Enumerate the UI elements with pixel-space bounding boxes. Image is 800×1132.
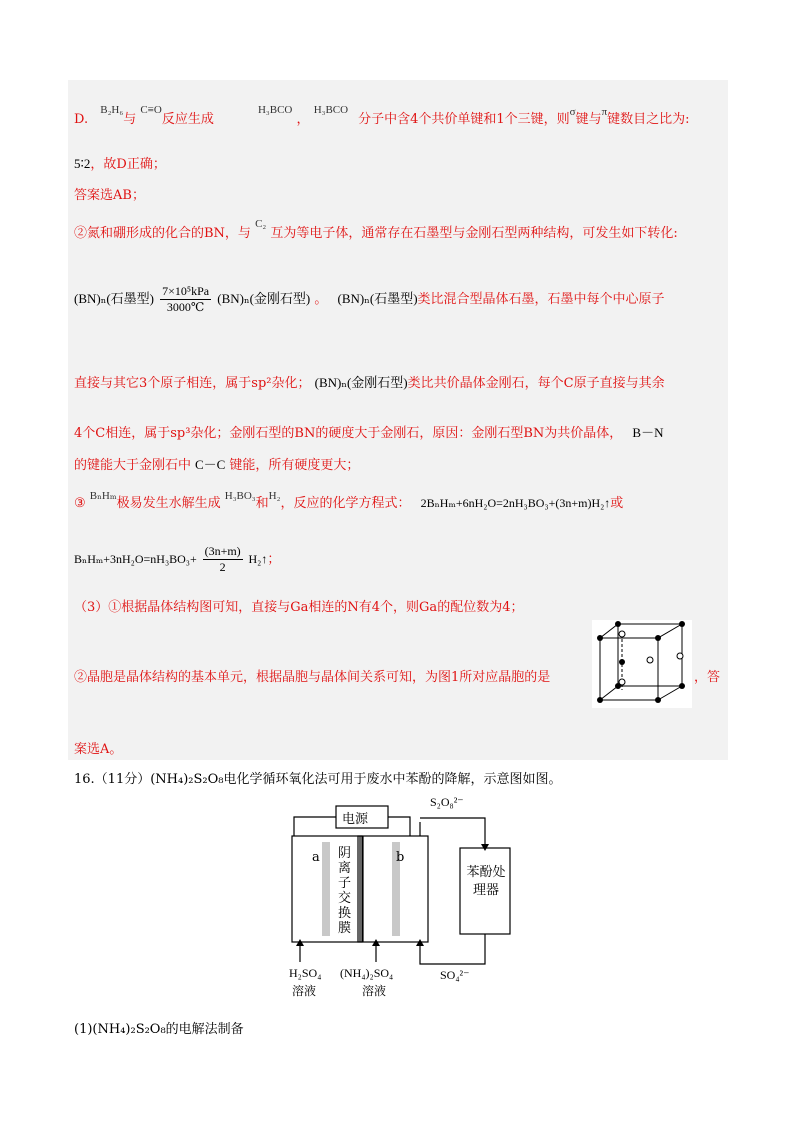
- text-p4-start: 直接与其它3个原子相连，属于sp²杂化；: [74, 376, 311, 391]
- answer-line-10: 案选A。: [74, 742, 123, 757]
- eq2-end: ；: [267, 552, 281, 567]
- text-react: 反应生成: [161, 112, 214, 127]
- text-p6-end: 键能，所有硬度更大；: [229, 458, 360, 473]
- text-p7-1: 极易发生水解生成: [116, 496, 221, 511]
- equation-bn-transform: [74, 284, 665, 315]
- eq1-dot: 。: [314, 292, 328, 307]
- eq1-right: (BN)ₙ(金刚石型): [217, 291, 311, 306]
- formula-c2: C₂: [255, 218, 267, 230]
- text-p9-end: ，答: [694, 670, 721, 685]
- text-and: 和: [255, 496, 269, 511]
- eq1-pressure: 7×10⁵kPa: [162, 284, 210, 298]
- text-p4-end: 类比共价晶体金刚石，每个C原子直接与其余: [407, 376, 665, 391]
- marker-3: ③: [74, 496, 86, 511]
- label-h2so4-solution: 溶液: [292, 984, 317, 998]
- text-comma: ，: [296, 112, 310, 127]
- eq2-fraction: [203, 544, 243, 575]
- eq1-left: (BN)ₙ(石墨型): [74, 291, 154, 306]
- formula-co: C≡O: [140, 104, 162, 116]
- text-or: 或: [610, 496, 624, 511]
- text-ratio-label: 键数目之比为:: [607, 112, 690, 127]
- label-so4: SO₄²⁻: [440, 968, 470, 982]
- eq1-temperature: 3000℃: [166, 300, 205, 314]
- eq1-condition: [160, 284, 211, 315]
- formula-bnhm: BₙHₘ: [89, 490, 117, 502]
- text-p2-end: 互为等电子体，通常存在石墨型与金刚石型两种结构，可发生如下转化:: [270, 226, 678, 241]
- bond-b-n: B－N: [632, 425, 664, 440]
- formula-h3bco: H₃BCO: [257, 104, 293, 116]
- bond-c-c: C－C: [195, 457, 226, 472]
- text-p9: ②晶胞是晶体结构的基本单元，根据晶胞与晶体间关系可知，为图1所对应晶胞的是: [74, 670, 551, 685]
- label-electrode-a: a: [312, 850, 320, 865]
- text-p6-start: 的键能大于金刚石中: [74, 458, 192, 473]
- answer-line-7: [74, 492, 623, 511]
- eq2-denominator: 2: [219, 560, 226, 574]
- electrode-a-bar: [322, 842, 330, 936]
- answer-line-8: （3）①根据晶体结构图可知，直接与Ga相连的N有4个，则Ga的配位数为4；: [74, 600, 524, 615]
- answer-line-4: [74, 372, 665, 391]
- question-16: 16.（11分）(NH₄)₂S₂O₈电化学循环氧化法可用于废水中苯酚的降解，示意图如图。: [74, 772, 562, 787]
- text-conclusion: ，故D正确；: [90, 157, 166, 172]
- label-membrane: 阴离子交换膜: [338, 846, 352, 936]
- answer-line-2: [74, 218, 678, 241]
- formula-bn-diamond: (BN)ₙ(金刚石型): [314, 375, 408, 390]
- symbol-sigma: σ: [569, 106, 576, 118]
- eq2-numerator: (3n+m): [204, 544, 241, 558]
- text-p5: 4个C相连，属于sp³杂化；金刚石型的BN的硬度大于金刚石，原因：金刚石型BN为共价晶体，: [74, 426, 623, 441]
- text-with: 与: [123, 112, 137, 127]
- formula-h3bco-2: H₃BCO: [313, 104, 349, 116]
- label-h2so4: H₂SO₄: [289, 966, 322, 980]
- option-label: D.: [74, 112, 89, 127]
- answer-ab: 答案选AB；: [74, 188, 145, 203]
- label-s2o8: S₂O₈²⁻: [430, 795, 464, 809]
- formula-h2: H₂: [268, 490, 281, 502]
- text-p7-2: ，反应的化学方程式：: [280, 496, 411, 511]
- text-desc: 分子中含4个共价单键和1个三键，则: [358, 112, 570, 127]
- label-nh4so4-solution: 溶液: [362, 984, 387, 998]
- eq2-right: H₂↑: [248, 552, 268, 566]
- answer-line-5: [74, 422, 663, 441]
- formula-h3bo3: H₃BO₃: [224, 490, 256, 502]
- unit-cell-figure: [592, 620, 692, 708]
- label-processor: 苯酚处理器: [466, 865, 506, 898]
- question-16-1: (1)(NH₄)₂S₂O₈的电解法制备: [74, 1022, 244, 1037]
- eq2-left: BₙHₘ+3nH₂O=nH₃BO₃+: [74, 552, 197, 566]
- ratio-value: 5∶2: [74, 156, 91, 171]
- label-electrode-b: b: [396, 850, 405, 865]
- equation-hydrolysis-2: [74, 544, 280, 575]
- text-bond-with: 键与: [575, 112, 602, 127]
- label-nh4so4: (NH₄)₂SO₄: [340, 966, 394, 980]
- symbol-pi: π: [601, 106, 608, 118]
- label-power: 电源: [342, 812, 369, 827]
- answer-line-d: [74, 104, 690, 127]
- text-p2-start: ②氮和硼形成的化合的BN，与: [74, 226, 251, 241]
- formula-b2h6: B₂H₆: [100, 104, 124, 116]
- text-p3: 类比混合型晶体石墨，石墨中每个中心原子: [417, 292, 665, 307]
- answer-line-9: [74, 666, 550, 685]
- formula-bn-graphite: (BN)ₙ(石墨型): [337, 291, 418, 306]
- answer-line-ratio: [74, 153, 166, 172]
- equation-hydrolysis-1: 2BₙHₘ+6nH₂O=2nH₃BO₃+(3n+m)H₂↑: [420, 496, 611, 510]
- answer-line-6: [74, 454, 359, 473]
